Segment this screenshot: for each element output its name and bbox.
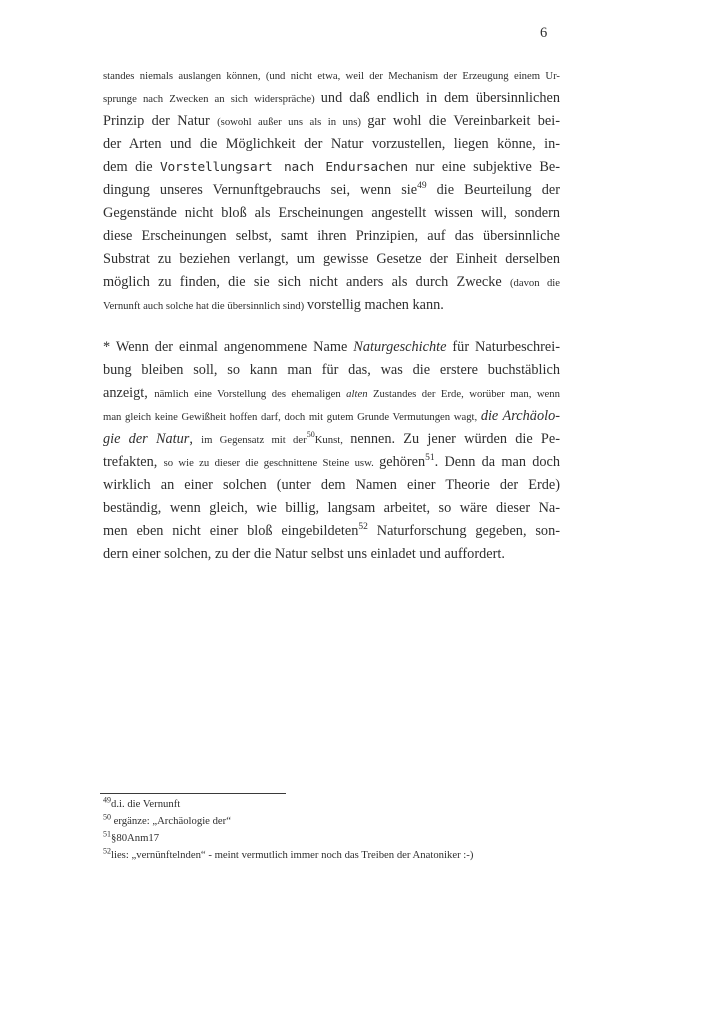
footnote <box>103 796 583 813</box>
text-segment: , <box>189 431 202 447</box>
footnote-reference-superscript: 49 <box>417 181 427 192</box>
text-line <box>103 133 560 156</box>
text-segment: Kunst, <box>314 434 351 446</box>
text-segment: sprunge nach Zwecken an sich widerspräche) <box>103 93 321 105</box>
footnote-marker: 49 <box>103 795 111 805</box>
text-segment: nur eine subjektive Be- <box>407 159 561 175</box>
text-segment: vorstellig machen kann. <box>306 297 444 313</box>
text-line <box>103 271 560 294</box>
text-line <box>103 179 560 202</box>
footnote <box>103 813 583 830</box>
text-segment: die Archäolo- <box>480 408 560 424</box>
text-segment: (davon die <box>509 277 560 289</box>
text-line <box>103 294 560 317</box>
text-segment: Vernunft auch solche hat die übersinnlich sind) <box>103 300 307 312</box>
text-segment: . Denn da man doch <box>434 454 560 470</box>
text-segment: (sowohl außer uns als in uns) <box>217 116 368 128</box>
text-segment: gie der Natur <box>103 431 190 447</box>
text-segment: für Naturbeschrei- <box>446 339 560 355</box>
text-line <box>103 474 560 497</box>
text-line <box>103 248 560 271</box>
text-segment: * Wenn der einmal angenommene Name <box>103 339 354 355</box>
text-line <box>103 359 560 382</box>
page-number: 6 <box>540 25 548 41</box>
text-segment: beständig, wenn gleich, wie billig, langsam arbeitet, so wäre dieser Na- <box>103 500 560 516</box>
text-line <box>103 64 560 87</box>
footnote-reference-superscript: 52 <box>358 522 368 533</box>
footnote-reference-superscript: 50 <box>306 430 315 440</box>
footnote-text: d.i. die Vernunft <box>111 798 181 810</box>
text-segment: bung bleiben soll, so kann man für das, was die erstere buchstäblich <box>103 362 560 378</box>
text-segment: der Arten und die Möglichkeit der Natur vorzustellen, liegen könne, in- <box>103 136 560 152</box>
text-line <box>103 110 560 133</box>
text-line <box>103 382 560 405</box>
text-line <box>103 336 560 359</box>
text-segment: gehören <box>379 454 426 470</box>
text-line <box>103 202 560 225</box>
text-segment: Vorstellungsart nach Endursachen <box>160 160 408 175</box>
text-segment: anzeigt, <box>103 385 155 401</box>
text-segment: man gleich keine Gewißheit hoffen darf, doch mit gutem Grunde Vermutungen wagt, <box>103 411 481 423</box>
text-segment: standes niemals auslangen können, (und nicht etwa, weil der Mechanism der Erzeugung einem Ur- <box>103 70 560 82</box>
footnote-text: ergänze: „Archäologie der“ <box>111 815 231 827</box>
text-line <box>103 543 560 566</box>
text-segment: Substrat zu beziehen verlangt, um gewisse Gesetze der Einheit derselben <box>103 251 560 267</box>
text-segment: gar wohl die Vereinbarkeit bei- <box>367 113 560 129</box>
text-segment: die Beurteilung der <box>426 182 561 198</box>
text-segment: dem die <box>103 159 160 175</box>
text-line <box>103 405 560 428</box>
footnote-marker: 50 <box>103 812 111 822</box>
text-segment: trefakten, <box>103 454 164 470</box>
text-segment: nämlich eine Vorstellung des ehemaligen <box>154 388 347 400</box>
footnotes-section <box>103 793 583 864</box>
text-segment: wirklich an einer solchen (unter dem Namen einer Theorie der Erde) <box>103 477 560 493</box>
text-segment: möglich zu finden, die sie sich nicht anders als durch Zwecke <box>103 274 510 290</box>
text-line <box>103 428 560 451</box>
text-segment: dingung unseres Vernunftgebrauchs sei, wenn sie <box>103 182 418 198</box>
text-line <box>103 520 560 543</box>
text-segment: so wie zu dieser die geschnittene Steine usw. <box>163 457 380 469</box>
text-segment: Prinzip der Natur <box>103 113 218 129</box>
footnote-text: lies: „vernünftelnden“ - meint vermutlich immer noch das Treiben der Anatoniker :-) <box>111 849 474 861</box>
footnote-reference-superscript: 51 <box>425 453 435 464</box>
text-segment: nennen. Zu jener würden die Pe- <box>350 431 560 447</box>
text-segment: im Gegensatz mit der <box>201 434 307 446</box>
body-text <box>103 64 560 566</box>
text-line <box>103 87 560 110</box>
text-line <box>103 451 560 474</box>
footnote <box>103 830 583 847</box>
text-line <box>103 497 560 520</box>
footnote-marker: 51 <box>103 829 111 839</box>
text-segment: diese Erscheinungen selbst, samt ihren Prinzipien, auf das übersinnliche <box>103 228 560 244</box>
body-paragraph <box>103 64 560 317</box>
text-segment: alten <box>346 388 368 400</box>
text-line <box>103 225 560 248</box>
text-segment: Naturforschung gegeben, son- <box>367 523 560 539</box>
text-segment: Gegenstände nicht bloß als Erscheinungen angestellt wissen will, sondern <box>103 205 560 221</box>
text-segment: men eben nicht einer bloß eingebildeten <box>103 523 359 539</box>
text-segment: und daß endlich in dem übersinnlichen <box>320 90 560 106</box>
text-segment: Naturgeschichte <box>353 339 447 355</box>
footnote-list <box>103 794 583 864</box>
footnote-marker: 52 <box>103 846 111 856</box>
text-segment: dern einer solchen, zu der die Natur selbst uns einladet und auffordert. <box>103 546 505 562</box>
text-line <box>103 156 560 179</box>
footnote <box>103 847 583 864</box>
footnote-text: §80Anm17 <box>111 832 160 844</box>
body-paragraph <box>103 336 560 566</box>
text-segment: Zustandes der Erde, worüber man, wenn <box>367 388 560 400</box>
